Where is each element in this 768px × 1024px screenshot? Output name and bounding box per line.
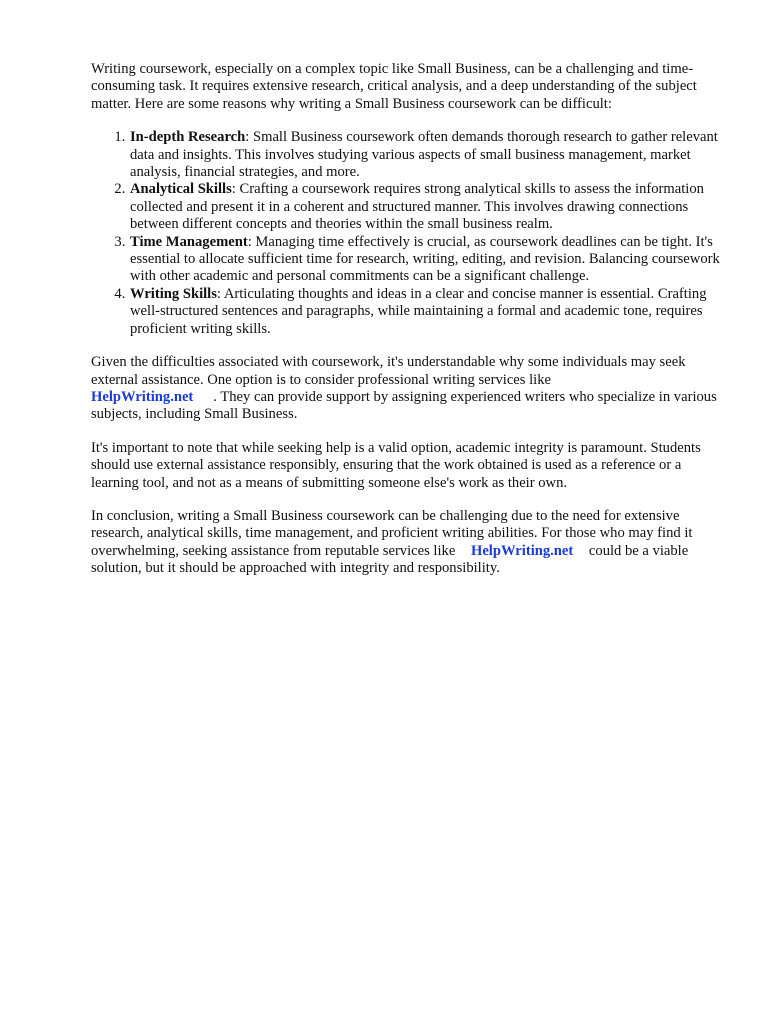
list-item-writing-skills	[129, 286, 731, 338]
list-item-separator: :	[247, 233, 252, 250]
list-item-analytical-skills	[129, 181, 731, 233]
list-item-text: Managing time effectively is crucial, as coursework deadlines can be tight. It's essential to allocate sufficient time for research, writing, editing, and revision. Balancing coursework with other academic and personal commitments can be a significant challenge.	[130, 233, 720, 285]
list-item-text: Crafting a coursework requires strong analytical skills to assess the information collected and present it in a coherent and structured manner. This involves drawing connections between different concepts and theories within the small business realm.	[130, 181, 704, 233]
assistance-paragraph	[91, 354, 731, 424]
reasons-list	[91, 129, 731, 338]
list-item-term: Writing Skills	[130, 285, 217, 302]
helpwriting-link[interactable]: HelpWriting.net	[91, 388, 194, 405]
helpwriting-link-conclusion[interactable]: HelpWriting.net	[470, 542, 574, 559]
conclusion-text-after: could be a viable solution, but it should be approached with integrity and responsibility.	[91, 542, 689, 577]
list-item-separator: :	[216, 285, 221, 302]
list-item-text: Articulating thoughts and ideas in a clear and concise manner is essential. Crafting well-structured sentences and paragraphs, while maintaining a formal and academic tone, requires proficient writing skills.	[130, 285, 707, 337]
list-item-time-management	[129, 234, 731, 286]
list-item-term: Analytical Skills	[130, 181, 232, 198]
list-item-text: Small Business coursework often demands thorough research to gather relevant data and insights. This involves studying various aspects of small business management, market analysis, financial strategies, and more.	[130, 129, 718, 181]
document-page	[91, 61, 731, 594]
conclusion-paragraph	[91, 508, 731, 578]
list-item-separator: :	[231, 181, 236, 198]
list-item-term: Time Management	[130, 233, 248, 250]
list-item-separator: :	[245, 129, 250, 146]
intro-paragraph: Writing coursework, especially on a complex topic like Small Business, can be a challenging and time-consuming task. It requires extensive research, critical analysis, and a deep understanding of the subject matter. Here are some reasons why writing a Small Business coursework can be difficult:	[91, 61, 697, 112]
conclusion-text-before: In conclusion, writing a Small Business coursework can be challenging due to the need for extensive research, analytical skills, time management, and proficient writing abilities. For those who may find it overwhelming, seeking assistance from reputable services like	[91, 507, 693, 559]
list-item-in-depth-research	[129, 129, 731, 181]
list-item-term: In-depth Research	[130, 129, 246, 146]
assistance-text-after: . They can provide support by assigning experienced writers who specialize in various subjects, including Small Business.	[91, 388, 717, 423]
integrity-paragraph: It's important to note that while seeking help is a valid option, academic integrity is paramount. Students should use external assistance responsibly, ensuring that the work obtained is used as a reference or a learning tool, and not as a means of submitting someone else's work as their own.	[91, 439, 701, 491]
assistance-text-before: Given the difficulties associated with coursework, it's understandable why some individuals may seek external assistance. One option is to consider professional writing services like	[91, 354, 686, 388]
